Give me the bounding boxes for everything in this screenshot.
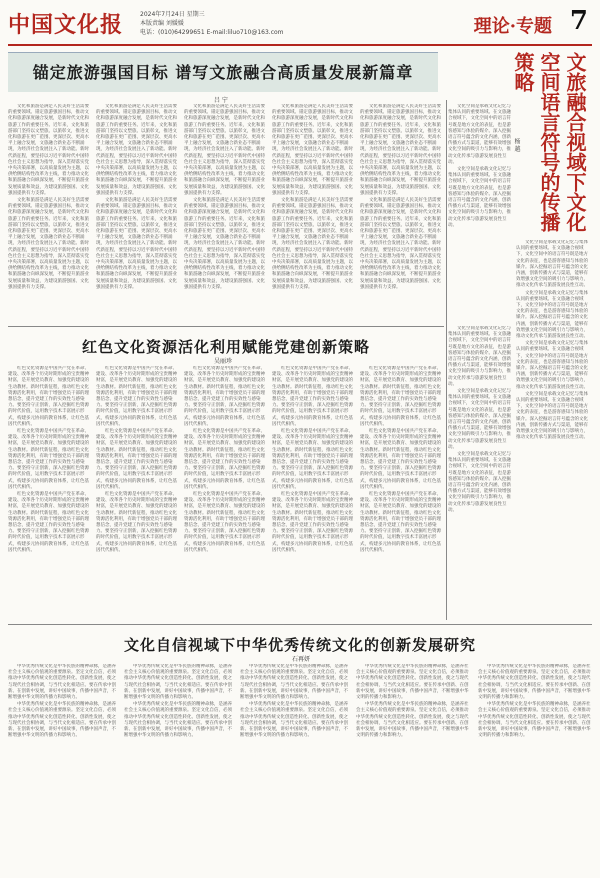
article3-paragraph: 中华优秀传统文化是中华民族的精神命脉，是涵养社会主义核心价值观的重要源泉。坚定文化自信，必须推动中华优秀传统文化创造性转化、创新性发展，使之与现代社会相协调，与当代文化相适应。要在传承中创新、在创新中发展，讲好中国故事，传播中国声音，不断增强中华文明的传播力和影响力。 xyxy=(124,664,232,701)
article2-paragraph: 红色文化资源是中国共产党在革命、建设、改革各个历史时期形成的宝贵精神财富，是开展党员教育、加强党的建设的生动教材。新时代新征程，推动红色文化资源活化利用，有助于增强党员干部的理想信念，提升党建工作的实效性与感染力。要坚持守正创新，深入挖掘红色资源的时代价值，运用数字技术丰富展示形式，构建多元协同的教育体系，让红色基因代代相传。 xyxy=(8,492,89,553)
article2-paragraph: 红色文化资源是中国共产党在革命、建设、改革各个历史时期形成的宝贵精神财富，是开展党员教育、加强党的建设的生动教材。新时代新征程，推动红色文化资源活化利用，有助于增强党员干部的理想信念，提升党建工作的实效性与感染力。要坚持守正创新，深入挖掘红色资源的时代价值，运用数字技术丰富展示形式，构建多元协同的教育体系，让红色基因代代相传。 xyxy=(96,492,177,553)
side-article-paragraph: 文化空间是承载文化记忆与集体认同的重要场域。在文旅融合视域下，文化空间中的语言符号既是地方文化的表征，也是游客感知与体验的媒介。深入挖掘语言符号蕴含的文化内涵，创新传播方式与渠道，能够有效增强文化空间的吸引力与影响力，推动文化传承与旅游发展良性互动。 xyxy=(448,452,511,513)
contact-line: 电话：(010)64299651 E-mail:liluo710@163.com xyxy=(140,29,284,36)
side-article-paragraph: 文化空间是承载文化记忆与集体认同的重要场域。在文旅融合视域下，文化空间中的语言符号既是地方文化的表征，也是游客感知与体验的媒介。深入挖掘语言符号蕴含的文化内涵，创新传播方式与渠道，能够有效增强文化空间的吸引力与影响力，推动文化传承与旅游发展良性互动。 xyxy=(516,240,588,289)
side-article-paragraph: 文化空间是承载文化记忆与集体认同的重要场域。在文旅融合视域下，文化空间中的语言符号既是地方文化的表征，也是游客感知与体验的媒介。深入挖掘语言符号蕴含的文化内涵，创新传播方式与渠道，能够有效增强文化空间的吸引力与影响力，推动文化传承与旅游发展良性互动。 xyxy=(448,104,511,165)
article2-paragraph: 红色文化资源是中国共产党在革命、建设、改革各个历史时期形成的宝贵精神财富，是开展党员教育、加强党的建设的生动教材。新时代新征程，推动红色文化资源活化利用，有助于增强党员干部的理想信念，提升党建工作的实效性与感染力。要坚持守正创新，深入挖掘红色资源的时代价值，运用数字技术丰富展示形式，构建多元协同的教育体系，让红色基因代代相传。 xyxy=(96,429,177,490)
article3-paragraph: 中华优秀传统文化是中华民族的精神命脉，是涵养社会主义核心价值观的重要源泉。坚定文化自信，必须推动中华优秀传统文化创造性转化、创新性发展，使之与现代社会相协调，与当代文化相适应。要在传承中创新、在创新中发展，讲好中国故事，传播中国声音，不断增强中华文明的传播力和影响力。 xyxy=(240,664,348,701)
article1-column-1 xyxy=(8,104,92,322)
article1-author: 吕 宁 xyxy=(214,97,228,104)
side-article-paragraph: 文化空间是承载文化记忆与集体认同的重要场域。在文旅融合视域下，文化空间中的语言符号既是地方文化的表征，也是游客感知与体验的媒介。深入挖掘语言符号蕴含的文化内涵，创新传播方式与渠道，能够有效增强文化空间的吸引力与影响力，推动文化传承与旅游发展良性互动。 xyxy=(516,391,588,441)
issue-date: 2024年7月24日 星期三 xyxy=(140,11,205,18)
article2-column-3 xyxy=(184,366,268,618)
column-divider xyxy=(446,100,447,620)
article1-paragraph: 文化和旅游是满足人民美好生活需要的重要领域。锚定旅游强国目标，推动文化和旅游深度融合发展，是新时代文化和旅游工作的重要任务。近年来，文化和旅游部门坚持以文塑旅、以旅彰文，推进文化和旅游在更广范围、更深层次、更高水平上融合发展，文旅融合新业态不断涌现，为经济社会发展注入了新动能。新时代新征程，要坚持以习近平新时代中国特色社会主义思想为指导，深入贯彻落实党中央决策部署，以高质量发展为主题，以供给侧结构性改革为主线，着力推动文化和旅游融合向纵深发展，不断提升旅游业发展质量和效益，为建设旅游强国、文化强国提供有力支撑。 xyxy=(360,104,441,196)
article1-column-5 xyxy=(360,104,444,322)
article2-paragraph: 红色文化资源是中国共产党在革命、建设、改革各个历史时期形成的宝贵精神财富，是开展党员教育、加强党的建设的生动教材。新时代新征程，推动红色文化资源活化利用，有助于增强党员干部的理想信念，提升党建工作的实效性与感染力。要坚持守正创新，深入挖掘红色资源的时代价值，运用数字技术丰富展示形式，构建多元协同的教育体系，让红色基因代代相传。 xyxy=(184,366,265,427)
article3-column-3 xyxy=(240,664,350,874)
issue-meta xyxy=(140,10,284,37)
article3-paragraph: 中华优秀传统文化是中华民族的精神命脉，是涵养社会主义核心价值观的重要源泉。坚定文化自信，必须推动中华优秀传统文化创造性转化、创新性发展，使之与现代社会相协调，与当代文化相适应。要在传承中创新、在创新中发展，讲好中国故事，传播中国声音，不断增强中华文明的传播力和影响力。 xyxy=(124,702,232,739)
article1-paragraph: 文化和旅游是满足人民美好生活需要的重要领域。锚定旅游强国目标，推动文化和旅游深度融合发展，是新时代文化和旅游工作的重要任务。近年来，文化和旅游部门坚持以文塑旅、以旅彰文，推进文化和旅游在更广范围、更深层次、更高水平上融合发展，文旅融合新业态不断涌现，为经济社会发展注入了新动能。新时代新征程，要坚持以习近平新时代中国特色社会主义思想为指导，深入贯彻落实党中央决策部署，以高质量发展为主题，以供给侧结构性改革为主线，着力推动文化和旅游融合向纵深发展，不断提升旅游业发展质量和效益，为建设旅游强国、文化强国提供有力支撑。 xyxy=(272,198,353,290)
article2-paragraph: 红色文化资源是中国共产党在革命、建设、改革各个历史时期形成的宝贵精神财富，是开展党员教育、加强党的建设的生动教材。新时代新征程，推动红色文化资源活化利用，有助于增强党员干部的理想信念，提升党建工作的实效性与感染力。要坚持守正创新，深入挖掘红色资源的时代价值，运用数字技术丰富展示形式，构建多元协同的教育体系，让红色基因代代相传。 xyxy=(272,366,353,427)
article3-paragraph: 中华优秀传统文化是中华民族的精神命脉，是涵养社会主义核心价值观的重要源泉。坚定文化自信，必须推动中华优秀传统文化创造性转化、创新性发展，使之与现代社会相协调，与当代文化相适应。要在传承中创新、在创新中发展，讲好中国故事，传播中国声音，不断增强中华文明的传播力和影响力。 xyxy=(356,664,469,701)
article1-paragraph: 文化和旅游是满足人民美好生活需要的重要领域。锚定旅游强国目标，推动文化和旅游深度融合发展，是新时代文化和旅游工作的重要任务。近年来，文化和旅游部门坚持以文塑旅、以旅彰文，推进文化和旅游在更广范围、更深层次、更高水平上融合发展，文旅融合新业态不断涌现，为经济社会发展注入了新动能。新时代新征程，要坚持以习近平新时代中国特色社会主义思想为指导，深入贯彻落实党中央决策部署，以高质量发展为主题，以供给侧结构性改革为主线，着力推动文化和旅游融合向纵深发展，不断提升旅游业发展质量和效益，为建设旅游强国、文化强国提供有力支撑。 xyxy=(96,104,177,196)
article2-title: 红色文化资源活化利用赋能党建创新策略 xyxy=(81,338,370,356)
article1-headline-box xyxy=(8,52,438,92)
side-article-title: 文旅融合视域下文化空间语言符号的传播策略 xyxy=(511,52,587,232)
article2-column-2 xyxy=(96,366,180,618)
article1-paragraph: 文化和旅游是满足人民美好生活需要的重要领域。锚定旅游强国目标，推动文化和旅游深度融合发展，是新时代文化和旅游工作的重要任务。近年来，文化和旅游部门坚持以文塑旅、以旅彰文，推进文化和旅游在更广范围、更深层次、更高水平上融合发展，文旅融合新业态不断涌现，为经济社会发展注入了新动能。新时代新征程，要坚持以习近平新时代中国特色社会主义思想为指导，深入贯彻落实党中央决策部署，以高质量发展为主题，以供给侧结构性改革为主线，着力推动文化和旅游融合向纵深发展，不断提升旅游业发展质量和效益，为建设旅游强国、文化强国提供有力支撑。 xyxy=(360,198,441,290)
article3-column-5 xyxy=(478,664,592,874)
page-number: 7 xyxy=(569,6,588,36)
article3-paragraph: 中华优秀传统文化是中华民族的精神命脉，是涵养社会主义核心价值观的重要源泉。坚定文化自信，必须推动中华优秀传统文化创造性转化、创新性发展，使之与现代社会相协调，与当代文化相适应。要在传承中创新、在创新中发展，讲好中国故事，传播中国声音，不断增强中华文明的传播力和影响力。 xyxy=(8,664,116,701)
side-article-paragraph: 文化空间是承载文化记忆与集体认同的重要场域。在文旅融合视域下，文化空间中的语言符号既是地方文化的表征，也是游客感知与体验的媒介。深入挖掘语言符号蕴含的文化内涵，创新传播方式与渠道，能够有效增强文化空间的吸引力与影响力，推动文化传承与旅游发展良性互动。 xyxy=(448,167,511,228)
article2-column-4 xyxy=(272,366,356,618)
article1-paragraph: 文化和旅游是满足人民美好生活需要的重要领域。锚定旅游强国目标，推动文化和旅游深度融合发展，是新时代文化和旅游工作的重要任务。近年来，文化和旅游部门坚持以文塑旅、以旅彰文，推进文化和旅游在更广范围、更深层次、更高水平上融合发展，文旅融合新业态不断涌现，为经济社会发展注入了新动能。新时代新征程，要坚持以习近平新时代中国特色社会主义思想为指导，深入贯彻落实党中央决策部署，以高质量发展为主题，以供给侧结构性改革为主线，着力推动文化和旅游融合向纵深发展，不断提升旅游业发展质量和效益，为建设旅游强国、文化强国提供有力支撑。 xyxy=(96,198,177,290)
article3-author: 石再妍 xyxy=(292,656,311,663)
article1-paragraph: 文化和旅游是满足人民美好生活需要的重要领域。锚定旅游强国目标，推动文化和旅游深度融合发展，是新时代文化和旅游工作的重要任务。近年来，文化和旅游部门坚持以文塑旅、以旅彰文，推进文化和旅游在更广范围、更深层次、更高水平上融合发展，文旅融合新业态不断涌现，为经济社会发展注入了新动能。新时代新征程，要坚持以习近平新时代中国特色社会主义思想为指导，深入贯彻落实党中央决策部署，以高质量发展为主题，以供给侧结构性改革为主线，着力推动文化和旅游融合向纵深发展，不断提升旅游业发展质量和效益，为建设旅游强国、文化强国提供有力支撑。 xyxy=(184,104,265,196)
article3-column-1 xyxy=(8,664,118,874)
article2-paragraph: 红色文化资源是中国共产党在革命、建设、改革各个历史时期形成的宝贵精神财富，是开展党员教育、加强党的建设的生动教材。新时代新征程，推动红色文化资源活化利用，有助于增强党员干部的理想信念，提升党建工作的实效性与感染力。要坚持守正创新，深入挖掘红色资源的时代价值，运用数字技术丰富展示形式，构建多元协同的教育体系，让红色基因代代相传。 xyxy=(360,366,441,427)
article1-column-3 xyxy=(184,104,268,322)
article1-paragraph: 文化和旅游是满足人民美好生活需要的重要领域。锚定旅游强国目标，推动文化和旅游深度融合发展，是新时代文化和旅游工作的重要任务。近年来，文化和旅游部门坚持以文塑旅、以旅彰文，推进文化和旅游在更广范围、更深层次、更高水平上融合发展，文旅融合新业态不断涌现，为经济社会发展注入了新动能。新时代新征程，要坚持以习近平新时代中国特色社会主义思想为指导，深入贯彻落实党中央决策部署，以高质量发展为主题，以供给侧结构性改革为主线，着力推动文化和旅游融合向纵深发展，不断提升旅游业发展质量和效益，为建设旅游强国、文化强国提供有力支撑。 xyxy=(184,198,265,290)
article2-author: 吴丽珍 xyxy=(214,358,233,365)
article1-paragraph: 文化和旅游是满足人民美好生活需要的重要领域。锚定旅游强国目标，推动文化和旅游深度融合发展，是新时代文化和旅游工作的重要任务。近年来，文化和旅游部门坚持以文塑旅、以旅彰文，推进文化和旅游在更广范围、更深层次、更高水平上融合发展，文旅融合新业态不断涌现，为经济社会发展注入了新动能。新时代新征程，要坚持以习近平新时代中国特色社会主义思想为指导，深入贯彻落实党中央决策部署，以高质量发展为主题，以供给侧结构性改革为主线，着力推动文化和旅游融合向纵深发展，不断提升旅游业发展质量和效益，为建设旅游强国、文化强国提供有力支撑。 xyxy=(8,198,89,290)
side-article-column-1 xyxy=(448,104,514,322)
article1-paragraph: 文化和旅游是满足人民美好生活需要的重要领域。锚定旅游强国目标，推动文化和旅游深度融合发展，是新时代文化和旅游工作的重要任务。近年来，文化和旅游部门坚持以文塑旅、以旅彰文，推进文化和旅游在更广范围、更深层次、更高水平上融合发展，文旅融合新业态不断涌现，为经济社会发展注入了新动能。新时代新征程，要坚持以习近平新时代中国特色社会主义思想为指导，深入贯彻落实党中央决策部署，以高质量发展为主题，以供给侧结构性改革为主线，着力推动文化和旅游融合向纵深发展，不断提升旅游业发展质量和效益，为建设旅游强国、文化强国提供有力支撑。 xyxy=(272,104,353,196)
article2-paragraph: 红色文化资源是中国共产党在革命、建设、改革各个历史时期形成的宝贵精神财富，是开展党员教育、加强党的建设的生动教材。新时代新征程，推动红色文化资源活化利用，有助于增强党员干部的理想信念，提升党建工作的实效性与感染力。要坚持守正创新，深入挖掘红色资源的时代价值，运用数字技术丰富展示形式，构建多元协同的教育体系，让红色基因代代相传。 xyxy=(184,492,265,553)
article3-title: 文化自信视域下中华优秀传统文化的创新发展研究 xyxy=(123,636,476,654)
side-article-paragraph: 文化空间是承载文化记忆与集体认同的重要场域。在文旅融合视域下，文化空间中的语言符号既是地方文化的表征，也是游客感知与体验的媒介。深入挖掘语言符号蕴含的文化内涵，创新传播方式与渠道，能够有效增强文化空间的吸引力与影响力，推动文化传承与旅游发展良性互动。 xyxy=(516,341,588,390)
masthead xyxy=(8,4,592,46)
editor-line: 本版责编 刘媛媛 xyxy=(140,20,184,27)
section-title: 理论·专题 xyxy=(473,16,552,37)
side-article-paragraph: 文化空间是承载文化记忆与集体认同的重要场域。在文旅融合视域下，文化空间中的语言符号既是地方文化的表征，也是游客感知与体验的媒介。深入挖掘语言符号蕴含的文化内涵，创新传播方式与渠道，能够有效增强文化空间的吸引力与影响力，推动文化传承与旅游发展良性互动。 xyxy=(448,326,511,387)
article2-paragraph: 红色文化资源是中国共产党在革命、建设、改革各个历史时期形成的宝贵精神财富，是开展党员教育、加强党的建设的生动教材。新时代新征程，推动红色文化资源活化利用，有助于增强党员干部的理想信念，提升党建工作的实效性与感染力。要坚持守正创新，深入挖掘红色资源的时代价值，运用数字技术丰富展示形式，构建多元协同的教育体系，让红色基因代代相传。 xyxy=(272,492,353,553)
article3-column-4 xyxy=(356,664,472,874)
article3-paragraph: 中华优秀传统文化是中华民族的精神命脉，是涵养社会主义核心价值观的重要源泉。坚定文化自信，必须推动中华优秀传统文化创造性转化、创新性发展，使之与现代社会相协调，与当代文化相适应。要在传承中创新、在创新中发展，讲好中国故事，传播中国声音，不断增强中华文明的传播力和影响力。 xyxy=(356,702,469,739)
article1-column-4 xyxy=(272,104,356,322)
article2-paragraph: 红色文化资源是中国共产党在革命、建设、改革各个历史时期形成的宝贵精神财富，是开展党员教育、加强党的建设的生动教材。新时代新征程，推动红色文化资源活化利用，有助于增强党员干部的理想信念，提升党建工作的实效性与感染力。要坚持守正创新，深入挖掘红色资源的时代价值，运用数字技术丰富展示形式，构建多元协同的教育体系，让红色基因代代相传。 xyxy=(8,429,89,490)
article2-paragraph: 红色文化资源是中国共产党在革命、建设、改革各个历史时期形成的宝贵精神财富，是开展党员教育、加强党的建设的生动教材。新时代新征程，推动红色文化资源活化利用，有助于增强党员干部的理想信念，提升党建工作的实效性与感染力。要坚持守正创新，深入挖掘红色资源的时代价值，运用数字技术丰富展示形式，构建多元协同的教育体系，让红色基因代代相传。 xyxy=(360,429,441,490)
side-article-column-3 xyxy=(448,326,514,620)
side-article-column-2 xyxy=(516,240,592,620)
article3-paragraph: 中华优秀传统文化是中华民族的精神命脉，是涵养社会主义核心价值观的重要源泉。坚定文化自信，必须推动中华优秀传统文化创造性转化、创新性发展，使之与现代社会相协调，与当代文化相适应。要在传承中创新、在创新中发展，讲好中国故事，传播中国声音，不断增强中华文明的传播力和影响力。 xyxy=(240,702,348,739)
divider xyxy=(8,624,592,625)
article1-paragraph: 文化和旅游是满足人民美好生活需要的重要领域。锚定旅游强国目标，推动文化和旅游深度融合发展，是新时代文化和旅游工作的重要任务。近年来，文化和旅游部门坚持以文塑旅、以旅彰文，推进文化和旅游在更广范围、更深层次、更高水平上融合发展，文旅融合新业态不断涌现，为经济社会发展注入了新动能。新时代新征程，要坚持以习近平新时代中国特色社会主义思想为指导，深入贯彻落实党中央决策部署，以高质量发展为主题，以供给侧结构性改革为主线，着力推动文化和旅游融合向纵深发展，不断提升旅游业发展质量和效益，为建设旅游强国、文化强国提供有力支撑。 xyxy=(8,104,89,196)
article2-column-1 xyxy=(8,366,92,618)
article3-paragraph: 中华优秀传统文化是中华民族的精神命脉，是涵养社会主义核心价值观的重要源泉。坚定文化自信，必须推动中华优秀传统文化创造性转化、创新性发展，使之与现代社会相协调，与当代文化相适应。要在传承中创新、在创新中发展，讲好中国故事，传播中国声音，不断增强中华文明的传播力和影响力。 xyxy=(478,702,591,739)
side-article-paragraph: 文化空间是承载文化记忆与集体认同的重要场域。在文旅融合视域下，文化空间中的语言符号既是地方文化的表征，也是游客感知与体验的媒介。深入挖掘语言符号蕴含的文化内涵，创新传播方式与渠道，能够有效增强文化空间的吸引力与影响力，推动文化传承与旅游发展良性互动。 xyxy=(516,290,588,340)
side-article-paragraph: 文化空间是承载文化记忆与集体认同的重要场域。在文旅融合视域下，文化空间中的语言符号既是地方文化的表征，也是游客感知与体验的媒介。深入挖掘语言符号蕴含的文化内涵，创新传播方式与渠道，能够有效增强文化空间的吸引力与影响力，推动文化传承与旅游发展良性互动。 xyxy=(448,389,511,450)
article3-paragraph: 中华优秀传统文化是中华民族的精神命脉，是涵养社会主义核心价值观的重要源泉。坚定文化自信，必须推动中华优秀传统文化创造性转化、创新性发展，使之与现代社会相协调，与当代文化相适应。要在传承中创新、在创新中发展，讲好中国故事，传播中国声音，不断增强中华文明的传播力和影响力。 xyxy=(8,702,116,739)
newspaper-logo: 中国文化报 xyxy=(8,12,124,38)
article2-paragraph: 红色文化资源是中国共产党在革命、建设、改革各个历史时期形成的宝贵精神财富，是开展党员教育、加强党的建设的生动教材。新时代新征程，推动红色文化资源活化利用，有助于增强党员干部的理想信念，提升党建工作的实效性与感染力。要坚持守正创新，深入挖掘红色资源的时代价值，运用数字技术丰富展示形式，构建多元协同的教育体系，让红色基因代代相传。 xyxy=(8,366,89,427)
article1-column-2 xyxy=(96,104,180,322)
side-article-author: 杨 越 xyxy=(513,138,520,152)
article3-paragraph: 中华优秀传统文化是中华民族的精神命脉，是涵养社会主义核心价值观的重要源泉。坚定文化自信，必须推动中华优秀传统文化创造性转化、创新性发展，使之与现代社会相协调，与当代文化相适应。要在传承中创新、在创新中发展，讲好中国故事，传播中国声音，不断增强中华文明的传播力和影响力。 xyxy=(478,664,591,701)
article2-paragraph: 红色文化资源是中国共产党在革命、建设、改革各个历史时期形成的宝贵精神财富，是开展党员教育、加强党的建设的生动教材。新时代新征程，推动红色文化资源活化利用，有助于增强党员干部的理想信念，提升党建工作的实效性与感染力。要坚持守正创新，深入挖掘红色资源的时代价值，运用数字技术丰富展示形式，构建多元协同的教育体系，让红色基因代代相传。 xyxy=(360,492,441,553)
article2-column-5 xyxy=(360,366,444,618)
article1-title: 锚定旅游强国目标 谱写文旅融合高质量发展新篇章 xyxy=(32,63,414,82)
article2-paragraph: 红色文化资源是中国共产党在革命、建设、改革各个历史时期形成的宝贵精神财富，是开展党员教育、加强党的建设的生动教材。新时代新征程，推动红色文化资源活化利用，有助于增强党员干部的理想信念，提升党建工作的实效性与感染力。要坚持守正创新，深入挖掘红色资源的时代价值，运用数字技术丰富展示形式，构建多元协同的教育体系，让红色基因代代相传。 xyxy=(272,429,353,490)
article3-column-2 xyxy=(124,664,234,874)
article2-paragraph: 红色文化资源是中国共产党在革命、建设、改革各个历史时期形成的宝贵精神财富，是开展党员教育、加强党的建设的生动教材。新时代新征程，推动红色文化资源活化利用，有助于增强党员干部的理想信念，提升党建工作的实效性与感染力。要坚持守正创新，深入挖掘红色资源的时代价值，运用数字技术丰富展示形式，构建多元协同的教育体系，让红色基因代代相传。 xyxy=(184,429,265,490)
article2-paragraph: 红色文化资源是中国共产党在革命、建设、改革各个历史时期形成的宝贵精神财富，是开展党员教育、加强党的建设的生动教材。新时代新征程，推动红色文化资源活化利用，有助于增强党员干部的理想信念，提升党建工作的实效性与感染力。要坚持守正创新，深入挖掘红色资源的时代价值，运用数字技术丰富展示形式，构建多元协同的教育体系，让红色基因代代相传。 xyxy=(96,366,177,427)
divider xyxy=(8,326,444,327)
